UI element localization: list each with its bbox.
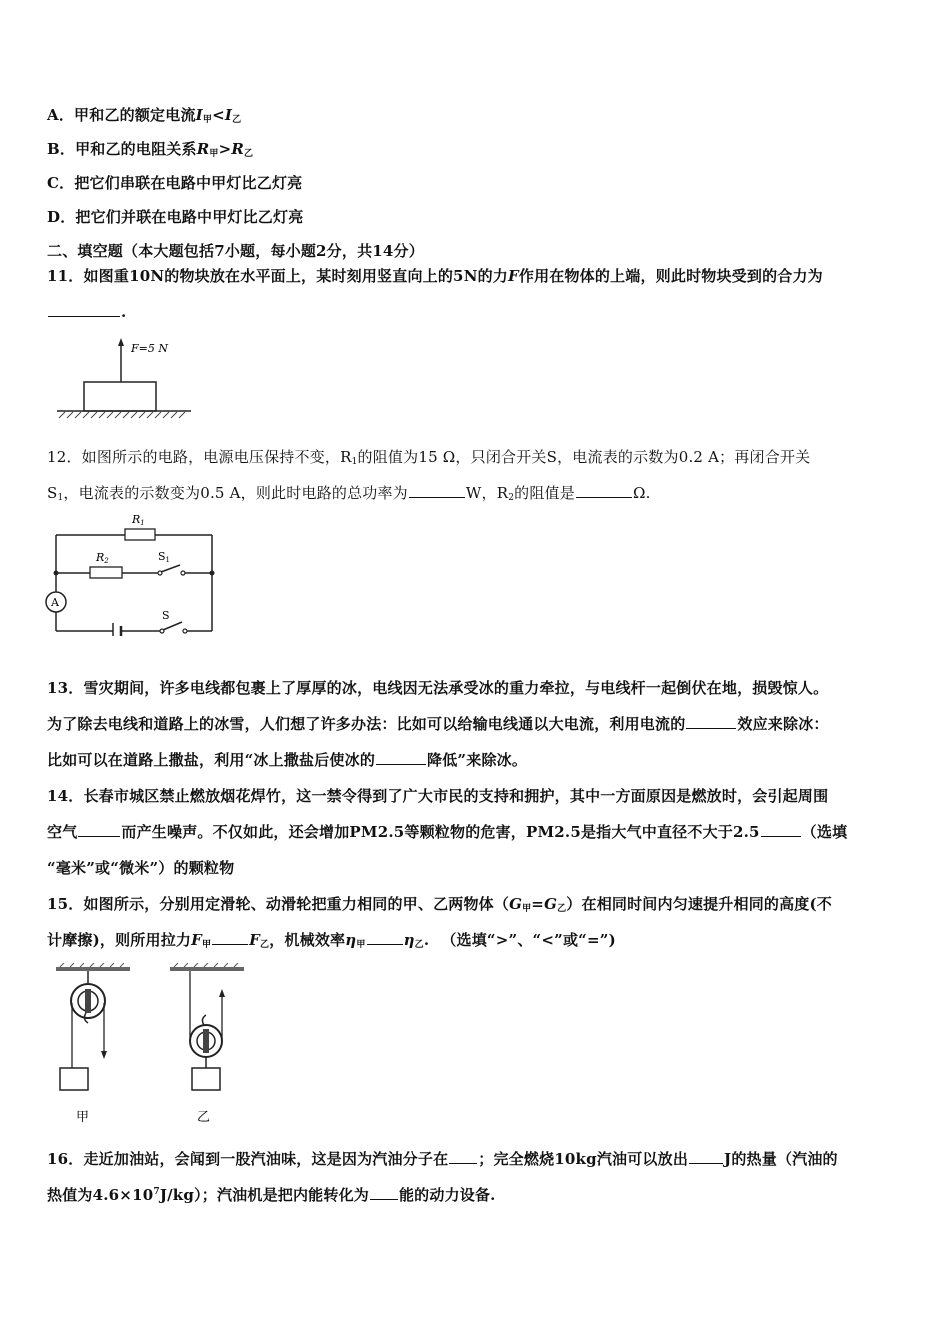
- arrow-head-icon: [118, 338, 124, 346]
- question-14: 14．长春市城区禁止燃放烟花焊竹，这一禁令得到了广大市民的支持和拥护，其中一方面原因是燃放时，会引起周围: [47, 787, 829, 805]
- ground-hatch: [59, 412, 185, 418]
- answer-blank: [48, 302, 120, 317]
- option-a: A．甲和乙的额定电流$I_甲<I_乙$: [47, 106, 242, 125]
- r2-label: R2: [96, 551, 109, 565]
- fixed-pulley: [56, 963, 130, 1090]
- question-11: 11．如图重10N的物块放在水平面上，某时刻用竖直向上的5N的力F作用在物体的上端，则此时物块受到的合力为: [47, 267, 823, 285]
- question-13-line2: 为了除去电线和道路上的冰雪，人们想了许多办法：比如可以给输电线通以大电流，利用电流的 效应来除冰：: [47, 715, 829, 733]
- answer-blank: [376, 750, 426, 765]
- question-15-line2: 计摩擦)，则所用拉力$F_甲$ $F_乙$，机械效率$\eta_甲$ $\eta_乙$. （选填“>”、“<”或“=”): [47, 931, 616, 950]
- question-14-line2: 空气 而产生噪声。不仅如此，还会增加PM2.5等颗粒物的危害，PM2.5是指大气中直径不大于2.5 （选填: [47, 823, 848, 841]
- r1-label: R1: [132, 513, 145, 527]
- option-d: D．把它们并联在电路中甲灯比乙灯亮: [47, 208, 304, 226]
- answer-blank: [449, 1149, 477, 1164]
- question-12-line2: $S_1$，电流表的示数变为0.5 A，则此时电路的总功率为 W，$R_2$的阻值是 Ω.: [47, 484, 651, 503]
- answer-blank: [367, 930, 403, 945]
- s-label: S: [162, 609, 170, 622]
- force-label: F=5 N: [131, 342, 168, 355]
- question-15: 15．如图所示，分别用定滑轮、动滑轮把重力相同的甲、乙两物体$(G_甲=G_乙)$在相同时间内匀速提升相同的高度(不: [47, 895, 832, 914]
- question-13: 13．雪灾期间，许多电线都包裹上了厚厚的冰，电线因无法承受冰的重力牵拉，与电线杆一起倒伏在地，损毁惊人。: [47, 679, 829, 697]
- question-14-line3: “毫米”或“微米”）的颗粒物: [47, 859, 235, 877]
- answer-blank: [212, 930, 248, 945]
- answer-blank: [370, 1185, 398, 1200]
- question-12: 12．如图所示的电路，电源电压保持不变，$R_1$的阻值为15 Ω，只闭合开关S，电流表的示数为0.2 A；再闭合开关: [47, 448, 811, 467]
- answer-blank: [761, 822, 801, 837]
- answer-blank: [686, 714, 736, 729]
- s1-label: S1: [158, 550, 171, 564]
- answer-blank: [409, 483, 465, 498]
- switch-s: [163, 622, 182, 630]
- question-13-line3: 比如可以在道路上撒盐，利用“冰上撒盐后使冰的 降低”来除冰。: [47, 751, 528, 769]
- answer-blank: [689, 1149, 723, 1164]
- question-16-line2: 热值为$4.6\times 10^7J/kg$）；汽油机是把内能转化为 能的动力设备.: [47, 1186, 496, 1204]
- answer-blank: [78, 822, 120, 837]
- ammeter-label: A: [51, 596, 59, 609]
- question-16: 16．走近加油站，会闻到一股汽油味，这是因为汽油分子在 ；完全燃烧10kg汽油可以放出 J的热量（汽油的: [47, 1150, 838, 1168]
- resistor-r2: [90, 567, 122, 578]
- pulley-figure: [52, 963, 252, 1128]
- question-11-answer: .: [47, 302, 126, 321]
- movable-pulley: [170, 963, 244, 1090]
- label-jia: 甲: [76, 1110, 90, 1125]
- resistor-r1: [125, 529, 155, 540]
- label-yi: 乙: [197, 1110, 211, 1125]
- section-title: 二、填空题（本大题包括7小题，每小题2分，共14分）: [47, 242, 424, 260]
- block: [84, 382, 156, 411]
- switch-s1: [161, 565, 180, 572]
- answer-blank: [576, 483, 632, 498]
- option-b: B．甲和乙的电阻关系$R_甲>R_乙$: [47, 140, 254, 159]
- block-force-figure: [55, 336, 205, 422]
- circuit-figure: [40, 508, 220, 636]
- option-c: C．把它们串联在电路中甲灯比乙灯亮: [47, 174, 303, 192]
